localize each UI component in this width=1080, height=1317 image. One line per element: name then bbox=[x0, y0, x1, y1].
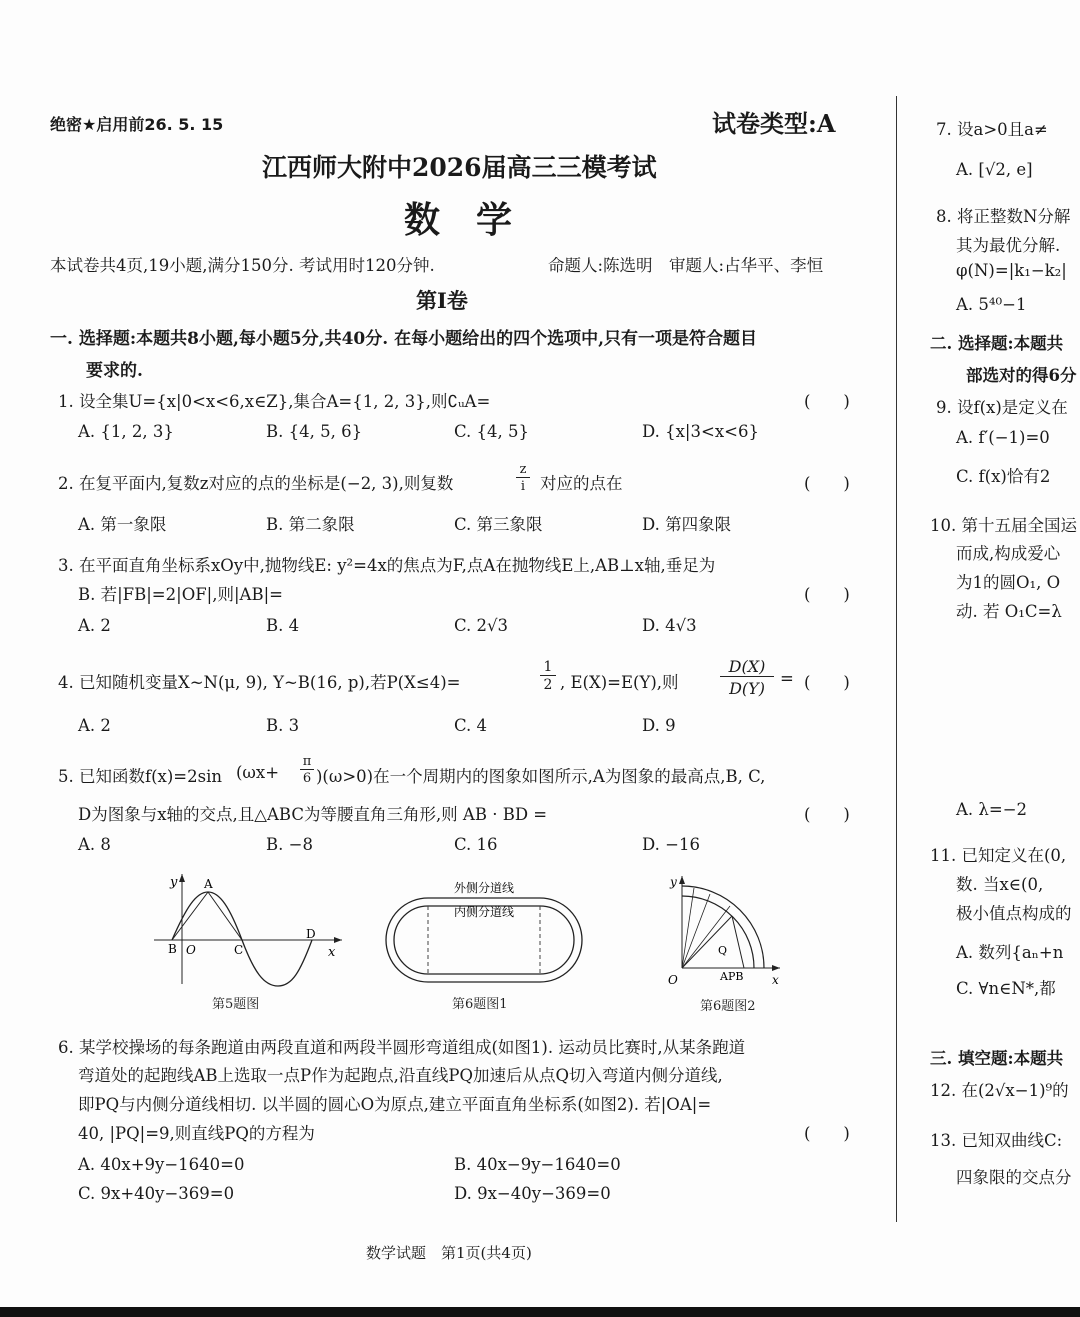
q4-frac2-num: D(X) bbox=[720, 657, 774, 677]
fig5-label-b: B bbox=[168, 942, 177, 956]
column-divider bbox=[896, 96, 897, 1222]
fig5-label-o: O bbox=[186, 943, 196, 957]
q1-bracket: ( ) bbox=[804, 392, 850, 411]
section-heading-cont: 要求的. bbox=[86, 361, 143, 381]
q2-option-c: C. 第三象限 bbox=[454, 515, 543, 534]
fig5-label-d: D bbox=[306, 927, 316, 941]
q3-option-c: C. 2√3 bbox=[454, 616, 509, 635]
right-q7-option-a: A. [√2, e] bbox=[956, 160, 1033, 179]
fig6b-label-q: Q bbox=[718, 944, 728, 957]
fig6b-label-apb: APB bbox=[720, 970, 744, 983]
fig5-label-y: y bbox=[170, 875, 178, 890]
bottom-edge-bar bbox=[0, 1307, 1080, 1317]
x-axis-arrow bbox=[334, 937, 342, 943]
q1-option-d: D. {x|3<x<6} bbox=[642, 422, 759, 441]
exam-title: 江西师大附中2026届高三三模考试 bbox=[262, 153, 657, 182]
q1-stem: 1. 设全集U={x|0<x<6,x∈Z},集合A={1, 2, 3},则∁ᵤA= bbox=[58, 392, 491, 411]
figure-6-track bbox=[382, 876, 588, 986]
q4-option-b: B. 3 bbox=[266, 716, 300, 735]
right-q8-option-a: A. 5⁴⁰−1 bbox=[956, 295, 1027, 314]
right-q8-line3: φ(N)=|k₁−k₂| bbox=[956, 261, 1067, 280]
q5-frac-num: π bbox=[300, 754, 314, 770]
q5-stem-b: )(ω>0)在一个周期内的图象如图所示,A为图象的最高点,B, C, bbox=[316, 767, 766, 786]
right-q9-stem: 9. 设f(x)是定义在 bbox=[936, 398, 1068, 417]
q1-option-b: B. {4, 5, 6} bbox=[266, 422, 363, 441]
right-q8-line2: 其为最优分解. bbox=[956, 236, 1061, 255]
q6-stem-line2: 弯道处的起跑线AB上选取一点P作为起跑点,沿直线PQ加速后从点Q切入弯道内侧分道线, bbox=[78, 1066, 723, 1085]
q5-option-a: A. 8 bbox=[78, 835, 111, 854]
q6-option-d: D. 9x−40y−369=0 bbox=[454, 1184, 611, 1203]
q1-option-c: C. {4, 5} bbox=[454, 422, 530, 441]
q6-option-a: A. 40x+9y−1640=0 bbox=[78, 1155, 245, 1174]
fig6b-oq-radius bbox=[682, 916, 732, 968]
right-q9-option-a: A. f′(−1)=0 bbox=[956, 428, 1050, 447]
fig6b-ray-3 bbox=[682, 888, 694, 968]
q4-stem-b: , E(X)=E(Y),则 bbox=[560, 673, 679, 692]
figure-6-2-caption: 第6题图2 bbox=[700, 999, 756, 1014]
q4-frac1-num: 1 bbox=[540, 659, 556, 676]
right-q11-line3: 极小值点构成的 bbox=[956, 904, 1072, 923]
track-outer-label: 外侧分道线 bbox=[453, 881, 515, 895]
right-q11-line1: 11. 已知定义在(0, bbox=[930, 846, 1067, 865]
q6-bracket: ( ) bbox=[804, 1124, 850, 1143]
q4-option-a: A. 2 bbox=[78, 716, 111, 735]
q5-bracket: ( ) bbox=[804, 805, 850, 824]
right-q10-line3: 为1的圆O₁, O bbox=[956, 573, 1061, 592]
q6-stem-line4: 40, |PQ|=9,则直线PQ的方程为 bbox=[78, 1124, 315, 1143]
right-q11-option-c: C. ∀n∈N*,都 bbox=[956, 979, 1056, 998]
q4-option-d: D. 9 bbox=[642, 716, 676, 735]
exam-info: 本试卷共4页,19小题,满分150分. 考试用时120分钟. bbox=[50, 256, 435, 275]
fig6b-x-arrow bbox=[772, 965, 780, 971]
q6-option-b: B. 40x−9y−1640=0 bbox=[454, 1155, 621, 1174]
q3-option-a: A. 2 bbox=[78, 616, 111, 635]
page-footer: 数学试题 第1页(共4页) bbox=[366, 1244, 532, 1262]
q1-option-a: A. {1, 2, 3} bbox=[78, 422, 174, 441]
q5-stem-line2: D为图象与x轴的交点,且△ABC为等腰直角三角形,则 AB · BD = bbox=[78, 805, 548, 824]
right-section3: 三. 填空题:本题共 bbox=[930, 1049, 1064, 1068]
q3-option-b: B. 4 bbox=[266, 616, 300, 635]
track-inner-label: 内侧分道线 bbox=[453, 905, 515, 919]
q3-stem-line2: B. 若|FB|=2|OF|,则|AB|= bbox=[78, 585, 283, 604]
q4-bracket: ( ) bbox=[804, 673, 850, 692]
right-q10-line2: 而成,构成爱心 bbox=[956, 544, 1061, 563]
q5-stem-a: 5. 已知函数f(x)=2sin bbox=[58, 767, 222, 786]
q2-bracket: ( ) bbox=[804, 474, 850, 493]
fig6b-ray-1 bbox=[682, 906, 730, 968]
right-q11-option-a: A. 数列{aₙ+n bbox=[956, 943, 1064, 962]
paper-type: 试卷类型:A bbox=[712, 109, 836, 138]
right-q10-line4: 动. 若 O₁C=λ bbox=[956, 602, 1062, 621]
authors-info: 命题人:陈选明 审题人:占华平、李恒 bbox=[548, 256, 824, 275]
q6-stem-line3: 即PQ与内侧分道线相切. 以半圆的圆心O为原点,建立平面直角坐标系(如图2). 若|OA|= bbox=[78, 1095, 712, 1114]
fig6b-label-o: O bbox=[668, 973, 678, 987]
q5-option-d: D. −16 bbox=[642, 835, 700, 854]
q4-option-c: C. 4 bbox=[454, 716, 488, 735]
fig6b-pq-line bbox=[732, 916, 744, 968]
q3-option-d: D. 4√3 bbox=[642, 616, 697, 635]
q3-bracket: ( ) bbox=[804, 585, 850, 604]
y-axis-arrow bbox=[179, 874, 185, 882]
figure-6-coordinate bbox=[660, 872, 786, 990]
fig6b-y-arrow bbox=[679, 876, 685, 884]
figure-6-1-caption: 第6题图1 bbox=[452, 997, 508, 1012]
right-q10-line1: 10. 第十五届全国运 bbox=[930, 516, 1077, 535]
q4-frac1-den: 2 bbox=[543, 677, 553, 693]
right-q8-line1: 8. 将正整数N分解 bbox=[936, 207, 1071, 226]
right-section2-line1: 二. 选择题:本题共 bbox=[930, 334, 1064, 353]
q2-option-a: A. 第一象限 bbox=[78, 515, 167, 534]
subject-title: 数 学 bbox=[404, 199, 513, 241]
q6-option-c: C. 9x+40y−369=0 bbox=[78, 1184, 235, 1203]
q2-frac-num: z bbox=[516, 462, 530, 478]
q2-stem-b: 对应的点在 bbox=[540, 474, 623, 493]
q2-stem-a: 2. 在复平面内,复数z对应的点的坐标是(−2, 3),则复数 bbox=[58, 474, 454, 493]
fig5-label-x: x bbox=[328, 945, 336, 960]
right-q13-line1: 13. 已知双曲线C: bbox=[930, 1131, 1063, 1150]
figure-5-sine-graph bbox=[150, 868, 350, 988]
q5-paren: (ωx+ bbox=[236, 763, 280, 782]
q5-option-b: B. −8 bbox=[266, 835, 313, 854]
q4-stem-a: 4. 已知随机变量X~N(μ, 9), Y~B(16, p),若P(X≤4)= bbox=[58, 673, 461, 692]
fig6b-ray-2 bbox=[682, 894, 710, 968]
figure-5-caption: 第5题图 bbox=[212, 997, 260, 1012]
right-q13-line2: 四象限的交点分 bbox=[956, 1168, 1072, 1187]
right-q10-option-a: A. λ=−2 bbox=[956, 800, 1028, 819]
segment-ac bbox=[208, 892, 242, 940]
confidential-label: 绝密★启用前26. 5. 15 bbox=[50, 115, 224, 134]
q3-stem-line1: 3. 在平面直角坐标系xOy中,抛物线E: y²=4x的焦点为F,点A在抛物线E上,AB⊥x轴,垂足为 bbox=[58, 556, 716, 575]
right-q7-stem: 7. 设a>0且a≠ bbox=[936, 120, 1048, 139]
q5-frac-den: 6 bbox=[302, 771, 312, 786]
right-q9-option-c: C. f(x)恰有2 bbox=[956, 467, 1051, 486]
fig6b-label-x: x bbox=[772, 973, 779, 987]
sine-curve bbox=[172, 892, 312, 986]
q2-frac-den: i bbox=[520, 479, 526, 494]
right-q11-line2: 数. 当x∈(0, bbox=[956, 875, 1044, 894]
section-heading: 一. 选择题:本题共8小题,每小题5分,共40分. 在每小题给出的四个选项中,只有一项是符合题目 bbox=[50, 329, 758, 349]
volume-title: 第Ⅰ卷 bbox=[416, 288, 468, 313]
fig6b-label-y: y bbox=[670, 875, 677, 889]
q5-option-c: C. 16 bbox=[454, 835, 498, 854]
q2-option-d: D. 第四象限 bbox=[642, 515, 732, 534]
right-section2-line2: 部选对的得6分 bbox=[966, 366, 1077, 385]
q2-option-b: B. 第二象限 bbox=[266, 515, 355, 534]
fig5-label-c: C bbox=[234, 943, 244, 957]
segment-ba bbox=[172, 892, 208, 940]
right-q12-stem: 12. 在(2√x−1)⁹的 bbox=[930, 1081, 1069, 1100]
q4-stem-c: = bbox=[780, 669, 794, 688]
q4-frac2-den: D(Y) bbox=[729, 679, 765, 698]
q6-stem-line1: 6. 某学校操场的每条跑道由两段直道和两段半圆形弯道组成(如图1). 运动员比赛时,从某条跑道 bbox=[58, 1038, 746, 1057]
fig5-label-a: A bbox=[204, 877, 213, 891]
